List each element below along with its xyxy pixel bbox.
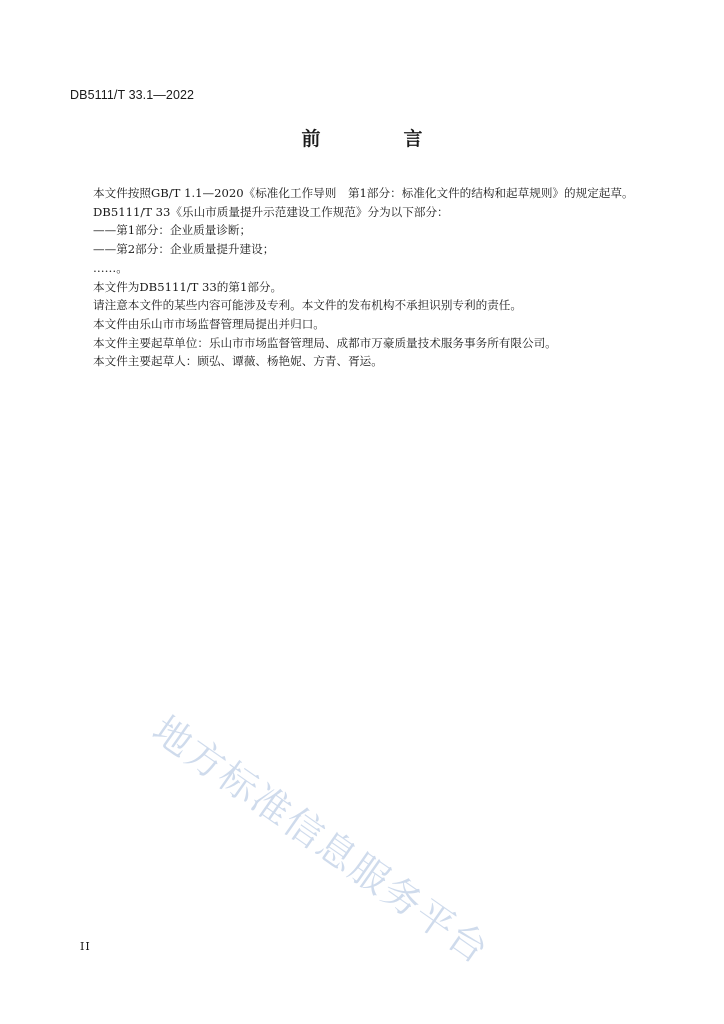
watermark: 地方标准信息服务平台 xyxy=(144,707,498,973)
paragraph-patent-notice: 请注意本文件的某些内容可能涉及专利。本文件的发布机构不承担识别专利的责任。 xyxy=(93,298,522,313)
paragraph-ellipsis: ……。 xyxy=(93,260,128,275)
paragraph-proposer: 本文件由乐山市市场监督管理局提出并归口。 xyxy=(93,316,325,331)
paragraph-drafting-units: 本文件主要起草单位：乐山市市场监督管理局、成都市万豪质量技术服务事务所有限公司。 xyxy=(93,335,557,350)
paragraph-drafters: 本文件主要起草人：顾弘、谭薇、杨艳妮、方青、胥运。 xyxy=(93,354,383,369)
paragraph-parts-intro: DB5111/T 33《乐山市质量提升示范建设工作规范》分为以下部分： xyxy=(93,204,449,219)
paragraph-drafting-basis: 本文件按照GB/T 1.1—2020《标准化工作导则 第1部分：标准化文件的结构和起草规则》的规定起草。 xyxy=(93,186,634,200)
paragraph-this-part: 本文件为DB5111/T 33的第1部分。 xyxy=(93,279,283,294)
paragraph-part-1: ——第1部分：企业质量诊断； xyxy=(93,223,252,238)
page-title: 前 言 xyxy=(301,128,455,150)
page-number: II xyxy=(80,940,91,953)
paragraph-part-2: ——第2部分：企业质量提升建设； xyxy=(93,242,275,257)
standard-number: DB5111/T 33.1—2022 xyxy=(70,88,195,102)
foreword-body xyxy=(70,184,658,371)
